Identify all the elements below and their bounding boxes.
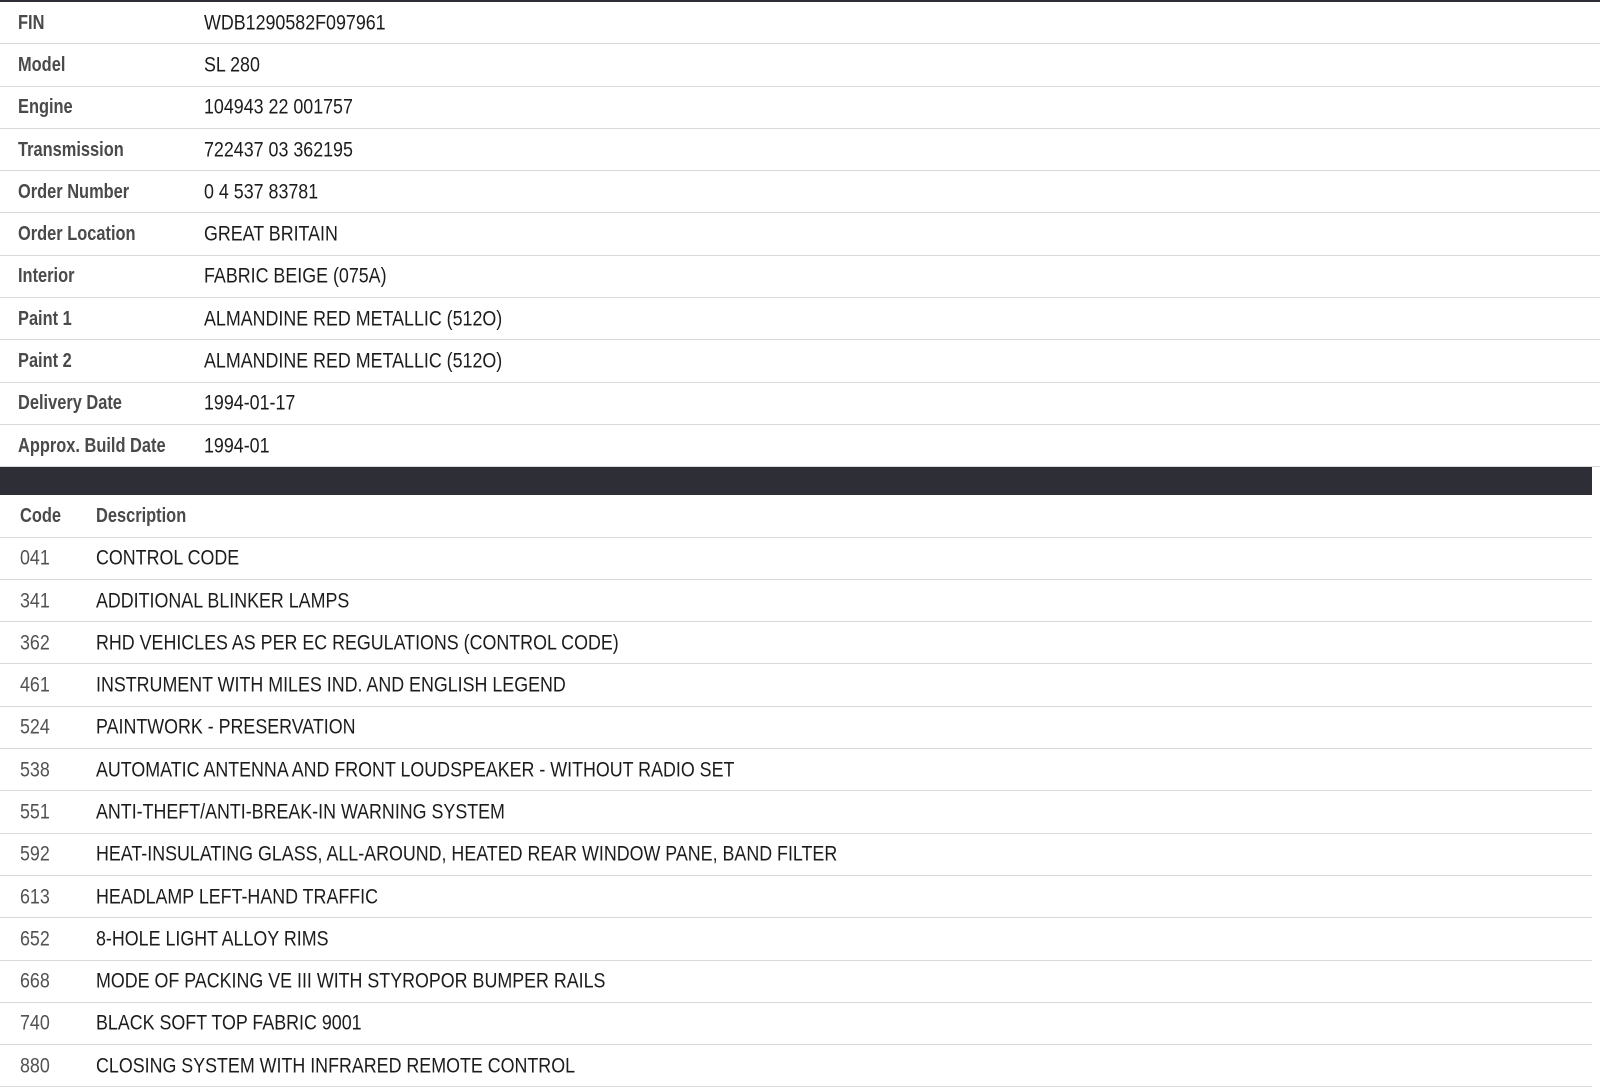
description-cell: CLOSING SYSTEM WITH INFRARED REMOTE CONTROL bbox=[96, 1054, 576, 1078]
code-row bbox=[0, 749, 1592, 791]
code-row bbox=[0, 876, 1592, 918]
code-cell: 341 bbox=[20, 589, 50, 612]
info-row bbox=[0, 340, 1600, 382]
code-column-header: Code bbox=[20, 504, 61, 527]
code-row bbox=[0, 580, 1592, 622]
info-row-label: Engine bbox=[18, 96, 73, 119]
code-cell: 362 bbox=[20, 631, 50, 655]
code-row bbox=[0, 707, 1592, 749]
info-row-value: 1994-01-17 bbox=[204, 391, 296, 415]
info-row-value: WDB1290582F097961 bbox=[204, 11, 386, 35]
code-cell: 613 bbox=[20, 885, 50, 909]
info-row-value: ALMANDINE RED METALLIC (512O) bbox=[204, 307, 503, 331]
info-row bbox=[0, 213, 1600, 255]
code-row bbox=[0, 622, 1592, 664]
info-row bbox=[0, 256, 1600, 298]
code-row bbox=[0, 791, 1592, 833]
info-row-value: FABRIC BEIGE (075A) bbox=[204, 264, 387, 288]
code-row bbox=[0, 834, 1592, 876]
info-row-label: Order Location bbox=[18, 223, 136, 246]
code-cell: 524 bbox=[20, 715, 50, 739]
info-row-label: Interior bbox=[18, 265, 75, 288]
code-row bbox=[0, 918, 1592, 960]
info-row-label: Paint 2 bbox=[18, 350, 72, 373]
info-row-value: SL 280 bbox=[204, 53, 260, 77]
info-row-value: 104943 22 001757 bbox=[204, 95, 353, 119]
code-row bbox=[0, 961, 1592, 1003]
info-row-label: Delivery Date bbox=[18, 392, 122, 415]
info-row-label: Paint 1 bbox=[18, 307, 72, 330]
section-divider-bar bbox=[0, 467, 1592, 495]
info-row bbox=[0, 383, 1600, 425]
info-row-label: Model bbox=[18, 53, 66, 76]
code-cell: 880 bbox=[20, 1054, 50, 1078]
code-cell: 041 bbox=[20, 546, 50, 570]
info-row bbox=[0, 44, 1600, 86]
description-cell: BLACK SOFT TOP FABRIC 9001 bbox=[96, 1011, 362, 1035]
description-cell: HEAT-INSULATING GLASS, ALL-AROUND, HEATED REAR WINDOW PANE, BAND FILTER bbox=[96, 842, 838, 866]
codes-table-header-row bbox=[0, 495, 1592, 537]
description-cell: CONTROL CODE bbox=[96, 546, 240, 570]
info-row bbox=[0, 2, 1600, 44]
code-row bbox=[0, 538, 1592, 580]
info-row bbox=[0, 425, 1600, 467]
info-row-value: ALMANDINE RED METALLIC (512O) bbox=[204, 349, 503, 373]
info-row bbox=[0, 129, 1600, 171]
info-row-value: 0 4 537 83781 bbox=[204, 180, 319, 204]
vehicle-info-table bbox=[0, 2, 1600, 467]
description-cell: AUTOMATIC ANTENNA AND FRONT LOUDSPEAKER - WITHOUT RADIO SET bbox=[96, 758, 735, 782]
code-cell: 740 bbox=[20, 1011, 50, 1035]
code-cell: 461 bbox=[20, 673, 50, 697]
code-row bbox=[0, 664, 1592, 706]
equipment-codes-table bbox=[0, 495, 1600, 1087]
description-cell: INSTRUMENT WITH MILES IND. AND ENGLISH LEGEND bbox=[96, 673, 566, 697]
description-cell: HEADLAMP LEFT-HAND TRAFFIC bbox=[96, 885, 379, 909]
info-row-value: GREAT BRITAIN bbox=[204, 222, 338, 246]
info-row-label: FIN bbox=[18, 11, 45, 34]
description-cell: MODE OF PACKING VE III WITH STYROPOR BUMPER RAILS bbox=[96, 969, 606, 993]
code-cell: 551 bbox=[20, 800, 50, 824]
code-row bbox=[0, 1045, 1592, 1087]
description-cell: PAINTWORK - PRESERVATION bbox=[96, 715, 356, 739]
info-row-value: 1994-01 bbox=[204, 434, 270, 458]
info-row-label: Order Number bbox=[18, 180, 130, 203]
code-cell: 652 bbox=[20, 927, 50, 951]
info-row-label: Transmission bbox=[18, 138, 124, 161]
info-row bbox=[0, 87, 1600, 129]
description-cell: RHD VEHICLES AS PER EC REGULATIONS (CONTROL CODE) bbox=[96, 631, 619, 655]
description-cell: 8-HOLE LIGHT ALLOY RIMS bbox=[96, 927, 329, 951]
code-cell: 592 bbox=[20, 842, 50, 866]
info-row-value: 722437 03 362195 bbox=[204, 138, 353, 162]
code-cell: 538 bbox=[20, 758, 50, 782]
info-row bbox=[0, 298, 1600, 340]
code-cell: 668 bbox=[20, 969, 50, 993]
code-row bbox=[0, 1003, 1592, 1045]
description-column-header: Description bbox=[96, 504, 187, 527]
info-row-label: Approx. Build Date bbox=[18, 434, 166, 457]
info-row bbox=[0, 171, 1600, 213]
description-cell: ADDITIONAL BLINKER LAMPS bbox=[96, 589, 350, 612]
description-cell: ANTI-THEFT/ANTI-BREAK-IN WARNING SYSTEM bbox=[96, 800, 505, 824]
